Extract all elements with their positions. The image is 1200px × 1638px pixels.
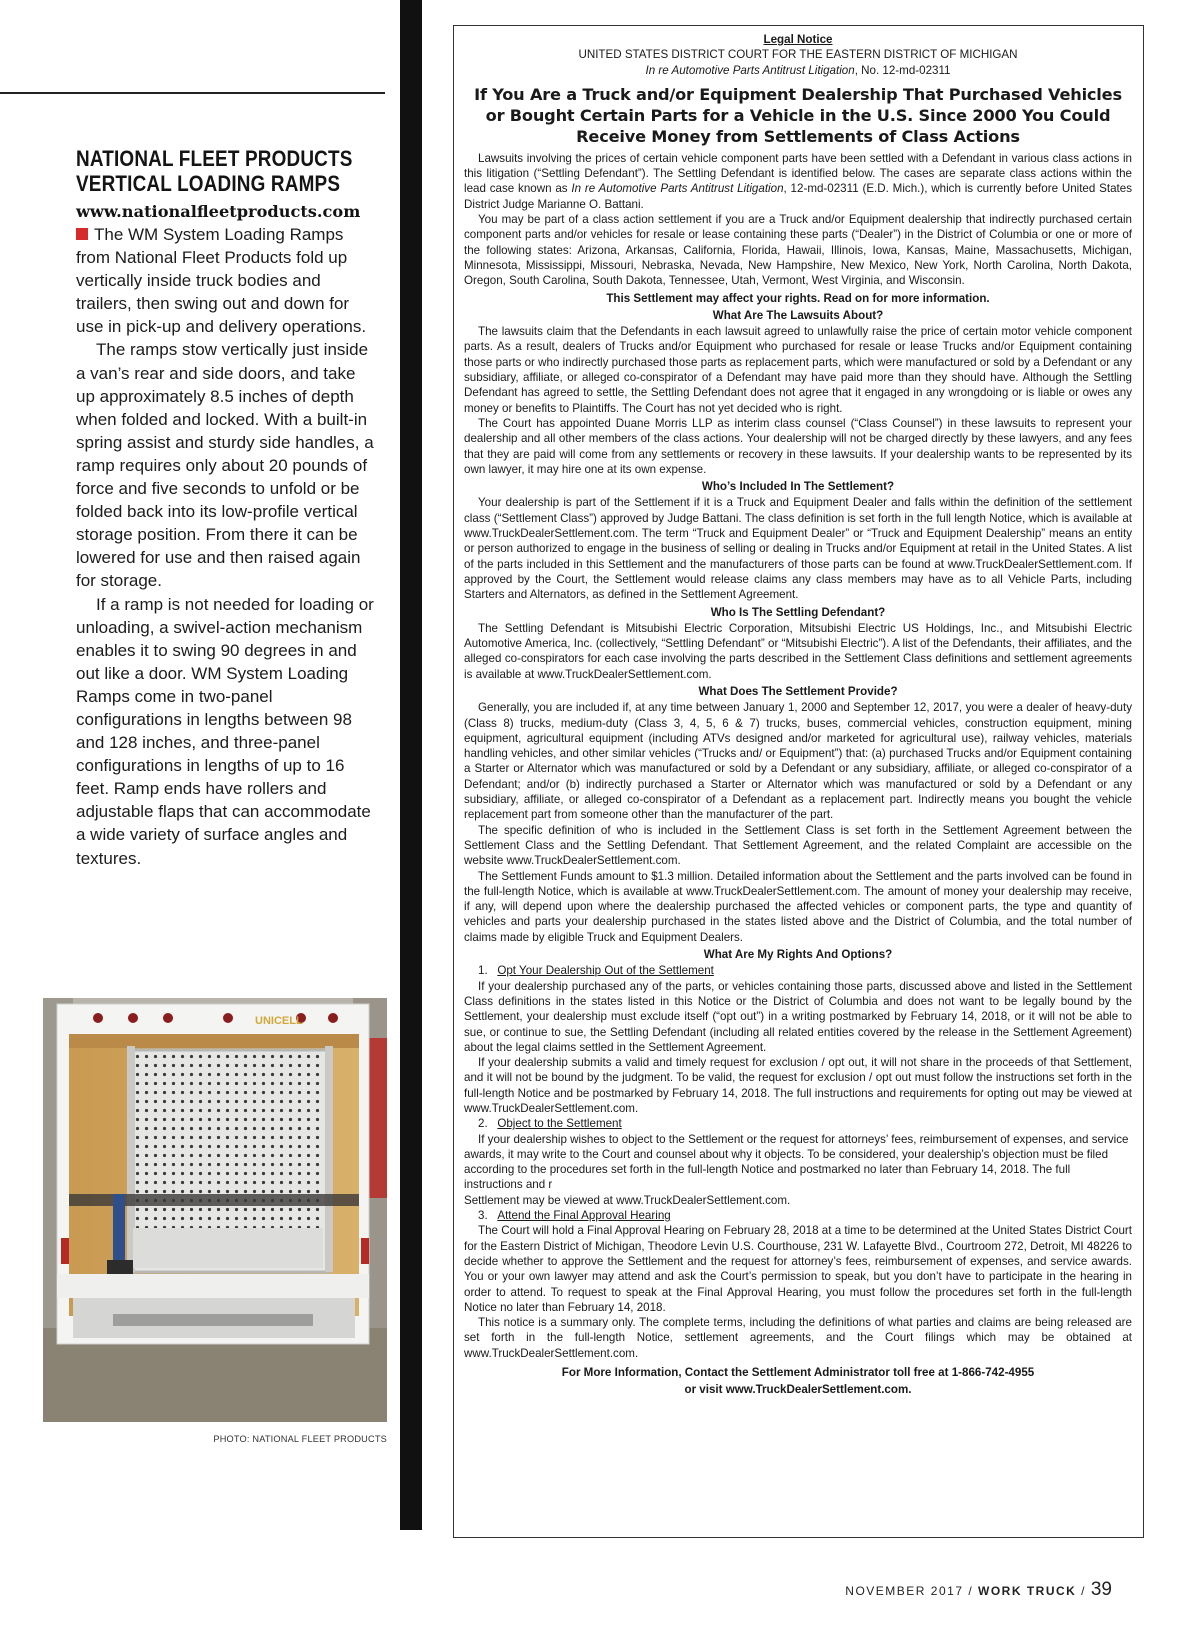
footer-magazine: WORK TRUCK xyxy=(978,1584,1077,1598)
product-article xyxy=(76,146,376,870)
more-info-line-2: or visit www.TruckDealerSettlement.com. xyxy=(684,1383,912,1397)
heading-provide: What Does The Settlement Provide? xyxy=(698,684,898,698)
page-number: 39 xyxy=(1090,1579,1112,1600)
notice-intro-2: You may be part of a class action settlement if you are a Truck and/or Equipment dealership that indirectly purchased certain component parts and/or vehicles for resale or lease containing these parts (“Dealer”) in the District of Columbia or one or more of the following states: Arizona, Arkansas, California, Florida, Hawaii, Illinois, Iowa, Kansas, Maine, Massachusetts, Michigan, Minnesota, Mississippi, Missouri, Nebraska, Nevada, New Hampshire, New Mexico, New York, North Carolina, North Dakota, Oregon, South Carolina, South Dakota, Tennessee, Utah, Vermont, West Virginia, and Wisconsin. xyxy=(464,213,1132,288)
article-paragraph-2: The ramps stow vertically just inside a van’s rear and side doors, and take up approximately 8.5 inches of depth when folded and locked. With a built-in spring assist and sturdy side handles, a ramp requires only about 20 pounds of force and five seconds to unfold or be folded back into its low-profile vertical storage position. From there it can be lowered for use and then raised again for storage. xyxy=(76,340,374,591)
provide-paragraph-2: The specific definition of who is included in the Settlement Class is set forth in the Settlement Agreement between the Settlement Class and the Settling Defendant. That Settlement Agreement, and the related Complaint are accessible on the website www.TruckDealerSettlement.com. xyxy=(464,823,1132,868)
notice-court: UNITED STATES DISTRICT COURT FOR THE EASTERN DISTRICT OF MICHIGAN xyxy=(578,48,1018,62)
settling-paragraph-1: The Settling Defendant is Mitsubishi Electric Corporation, Mitsubishi Electric US Holdings, Inc., and Mitsubishi Electric Automotive America, Inc. (collectively, “Settling Defendant” or “Mitsubishi Electric”). A list of the Defendants, their affiliates, and the alleged co-conspirators for each case involving the parts described in the Settlement Class definitions and settlement agreements is available at www.TruckDealerSettlement.com. xyxy=(464,621,1132,681)
legal-notice-content xyxy=(464,32,1132,1399)
headline-line-1: NATIONAL FLEET PRODUCTS xyxy=(76,146,353,171)
column-top-rule xyxy=(0,92,385,94)
notice-title: If You Are a Truck and/or Equipment Dealership That Purchased Vehicles or Bought Certain Parts for a Vehicle in the U.S. Since 2000 You Could Receive Money from Settlements of Class Actions xyxy=(474,84,1122,146)
footer-date: NOVEMBER 2017 xyxy=(845,1584,964,1598)
about-paragraph-1: The lawsuits claim that the Defendants in each lawsuit agreed to unlawfully raise the price of certain motor vehicle component parts. As a result, dealers of Trucks and/or Equipment who purchased for resale or lease Trucks and/or Equipment containing those parts or who indirectly purchased those parts as replacement parts, which were manufactured or sold by a Defendant or any subsidiary, affiliate, or alleged co-conspirator of a Defendant may have paid more than they should have. Although the Settling Defendant has agreed to settle, the Settling Defendant does not agree that it engaged in any wrongdoing or is liable or owes any money or benefits to Plaintiffs. The Court has not yet decided who is right. xyxy=(464,325,1132,415)
provide-paragraph-3: The Settlement Funds amount to $1.3 million. Detailed information about the Settlement and the parts involved can be found in the full-length Notice, which is available at www.TruckDealerSettlement.com. The amount of money your dealership may receive, if any, will depend upon where the dealership purchased the affected vehicles or component parts, the type and quantity of vehicles and parts your dealership purchased in the states listed above and the District of Columbia, and the total number of claims made by eligible Truck and Equipment Dealers. xyxy=(464,869,1132,944)
opt-out-paragraph-2: If your dealership submits a valid and timely request for exclusion / opt out, it will not share in the proceeds of that Settlement, and it will not be bound by the judgment. To be valid, the request for exclusion / opt out must follow the instructions set forth in the full-length Notice and be postmarked by February 14, 2018. The full instructions and requirements for opting out may be viewed at www.TruckDealerSettlement.com. xyxy=(464,1056,1132,1115)
hearing-paragraph-1: The Court will hold a Final Approval Hearing on February 28, 2018 at a time to be determined at the United States District Court for the Eastern District of Michigan, Theodore Levin U.S. Courthouse, 231 W. Lafayette Blvd., Courtroom 272, Detroit, MI 48226 to decide whether to approve the Settlement and the request for attorney’s fees, reimbursement of expenses, and service awards. You or your own lawyer may attend and ask the Court’s permission to speak, but you don’t have to participate in the hearing in order to attend. To request to speak at the Final Approval Hearing, you must follow the procedures set forth in the full-length Notice no later than February 14, 2018. xyxy=(464,1224,1132,1314)
summary-paragraph: This notice is a summary only. The complete terms, including the definitions of what parties and claims are being released are set forth in the full-length Notice, settlement agreements, and the Court filings which may be obtained at www.TruckDealerSettlement.com. xyxy=(464,1316,1132,1360)
option-object: 2. Object to the Settlement xyxy=(478,1117,622,1131)
heading-settling-defendant: Who Is The Settling Defendant? xyxy=(710,605,886,619)
option-opt-out: 1. Opt Your Dealership Out of the Settlement xyxy=(478,964,714,978)
opt-out-paragraph-1: If your dealership purchased any of the parts, or vehicles containing those parts, discussed above and listed in the Settlement Class definitions in the states listed in this Notice or the District of Columbia and does not want to be legally bound by the Settlement, your dealership must exclude itself (“opt out”) in a writing postmarked by February 14, 2018, or it will not be able to sue, or continue to sue, the Settling Defendant (including all related entities covered by the release in the Settlement Agreement) about the legal claims settled in the Settlement Agreement. xyxy=(464,979,1132,1054)
more-info-line-1: For More Information, Contact the Settlement Administrator toll free at 1-866-742-4955 xyxy=(561,1366,1035,1380)
article-paragraph-1: The WM System Loading Ramps from National Fleet Products fold up vertically inside truck bodies and trailers, then swing out and down for use in pick-up and delivery operations. xyxy=(76,225,367,337)
article-paragraph-3: If a ramp is not needed for loading or unloading, a swivel-action mechanism enables it to swing 90 degrees in and out like a door. WM System Loading Ramps come in two-panel configurations in lengths between 98 and 128 inches, and three-panel configurations in lengths of up to 16 feet. Ramp ends have rollers and adjustable flaps that can accommodate a wide variety of surface angles and textures. xyxy=(76,594,374,868)
option-hearing: 3. Attend the Final Approval Hearing xyxy=(478,1209,671,1223)
article-body xyxy=(76,223,376,870)
object-paragraph-1: If your dealership wishes to object to the Settlement or the request for attorneys’ fees, reimbursement of expenses, and service awards, it may write to the Court and counsel about why it objects. To be considered, your dealership’s objection must be filed according to the procedures set forth in the full-length Notice and postmarked no later than February 14, 2018. The full instructions and r xyxy=(464,1132,1129,1192)
article-headline xyxy=(76,146,377,196)
notice-case: In re Automotive Parts Antitrust Litigation, No. 12-md-02311 xyxy=(645,63,951,77)
article-url[interactable]: www.nationalfleetproducts.com xyxy=(76,202,361,221)
heading-about: What Are The Lawsuits About? xyxy=(712,308,884,322)
who-paragraph-1: Your dealership is part of the Settlement if it is a Truck and Equipment Dealer and falls within the definition of the settlement class (“Settlement Class”) approved by Judge Battani. The class definition is set forth in the full length Notice, which is available at www.TruckDealerSettlement.com. The term “Truck and Equipment Dealer” or “Truck and Equipment Dealership” means an entity or person authorized to engage in the business of selling or dealing in Trucks and/or Equipment at retail in the United States. A list of the parts included in this Settlement and the manufacturers of those parts can be found at www.TruckDealerSettlement.com. If approved by the Court, the Settlement would release claims any class members may have as to all Vehicle Parts, including Starters and Alternators, as defined in the Settlement Agreement. xyxy=(464,496,1132,602)
unicell-logo: UNICELL xyxy=(255,1015,303,1027)
notice-label: Legal Notice xyxy=(763,33,833,46)
object-paragraph-2: Settlement may be viewed at www.TruckDealerSettlement.com. xyxy=(464,1193,791,1207)
heading-rights: What Are My Rights And Options? xyxy=(703,948,893,962)
column-divider-bar xyxy=(400,0,422,1530)
heading-who-included: Who’s Included In The Settlement? xyxy=(701,480,895,494)
page-footer: NOVEMBER 2017 / WORK TRUCK / 39 xyxy=(845,1579,1112,1600)
bullet-square-icon xyxy=(76,228,88,240)
headline-line-2: VERTICAL LOADING RAMPS xyxy=(76,171,341,196)
notice-intro-1: Lawsuits involving the prices of certain vehicle component parts have been settled with a Defendant in various class actions in this litigation (“Settling Defendant”). The Settling Defendant is identified below. The cases are separate class actions within the lead case known as In re Automotive Parts Antitrust Litigation, 12-md-02311 (E.D. Mich.), which is currently before United States District Judge Marianne O. Battani. xyxy=(464,151,1133,211)
provide-paragraph-1: Generally, you are included if, at any time between January 1, 2000 and September 12, 2017, you were a dealer of heavy-duty (Class 8) trucks, medium-duty (Class 3, 4, 5, 6 & 7) trucks, buses, commercial vehicles, construction equipment, mining equipment, agricultural equipment (including ATVs designed and/or marketed for agricultural use), railway vehicles, materials handling vehicles, and other similar vehicles (“Trucks and/ or Equipment”) that: (a) purchased Trucks and/or Equipment containing a Starter or Alternator which was manufactured or sold by a Defendant or any subsidiary, affiliate, or alleged co-conspirator of a Defendant; and/or (b) indirectly purchased a Starter or Alternator which was manufactured or sold by a Defendant or any subsidiary, affiliate, or alleged co-conspirator of a Defendant as a replacement part. Indirectly means you bought the vehicle replacement part from someone other than the manufacturer of the part. xyxy=(464,701,1132,822)
notice-affect-line: This Settlement may affect your rights. Read on for more information. xyxy=(606,291,990,305)
ramp-photo xyxy=(43,998,387,1422)
legal-notice-box xyxy=(453,25,1144,1538)
about-paragraph-2: The Court has appointed Duane Morris LLP as interim class counsel (“Class Counsel”) in these lawsuits to represent your dealership and all other members of the class actions. Your dealership will not be charged directly by these lawyers, and any fees that they are paid will come from any settlements or recovery in these lawsuits. If your dealership wants to be represented by its own lawyer, it may hire one at its own expense. xyxy=(464,416,1132,476)
truck-ramp-illustration xyxy=(43,998,387,1422)
photo-credit: PHOTO: NATIONAL FLEET PRODUCTS xyxy=(213,1434,387,1444)
